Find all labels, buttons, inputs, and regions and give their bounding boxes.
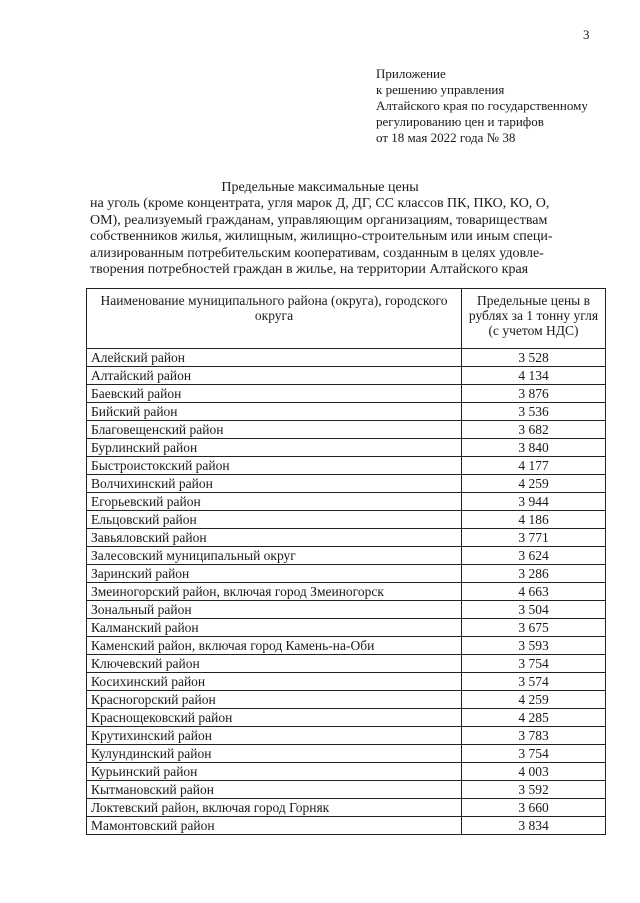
appendix-line: регулированию цен и тарифов (376, 114, 544, 129)
page-number: 3 (583, 27, 590, 42)
price-cell: 3 754 (462, 655, 606, 673)
district-name-cell: Каменский район, включая город Камень-на-Оби (87, 637, 462, 655)
district-name-cell: Алейский район (87, 349, 462, 367)
table-row (87, 457, 606, 475)
document-subtitle (90, 196, 595, 279)
price-cell: 3 660 (462, 799, 606, 817)
header-district: Наименование муниципального района (округа), городского округа (87, 289, 462, 349)
subtitle-line: ОМ), реализуемый гражданам, управляющим организациям, товариществам (90, 212, 548, 228)
appendix-line: от 18 мая 2022 года № 38 (376, 130, 516, 145)
table-row (87, 421, 606, 439)
table-row (87, 385, 606, 403)
table-row (87, 403, 606, 421)
price-cell: 4 259 (462, 475, 606, 493)
table-row (87, 637, 606, 655)
table-row (87, 493, 606, 511)
district-name-cell: Курьинский район (87, 763, 462, 781)
district-name-cell: Волчихинский район (87, 475, 462, 493)
price-cell: 3 536 (462, 403, 606, 421)
table-row (87, 349, 606, 367)
subtitle-line: творения потребностей граждан в жилье, на территории Алтайского края (90, 262, 529, 278)
table-row (87, 511, 606, 529)
appendix-block (376, 66, 588, 146)
table-row (87, 367, 606, 385)
table-row (87, 655, 606, 673)
district-name-cell: Баевский район (87, 385, 462, 403)
table-row (87, 691, 606, 709)
table-row (87, 781, 606, 799)
price-cell: 3 771 (462, 529, 606, 547)
price-cell: 4 003 (462, 763, 606, 781)
district-name-cell: Мамонтовский район (87, 817, 462, 835)
district-name-cell: Калманский район (87, 619, 462, 637)
price-cell: 3 840 (462, 439, 606, 457)
district-name-cell: Змеиногорский район, включая город Змеиногорск (87, 583, 462, 601)
price-cell: 4 285 (462, 709, 606, 727)
district-name-cell: Завьяловский район (87, 529, 462, 547)
price-cell: 3 944 (462, 493, 606, 511)
district-name-cell: Залесовский муниципальный округ (87, 547, 462, 565)
subtitle-line: ализированным потребительским кооперативам, созданным в целях удовле- (90, 245, 544, 261)
district-name-cell: Кытмановский район (87, 781, 462, 799)
appendix-line: Алтайского края по государственному (376, 98, 588, 113)
district-name-cell: Локтевский район, включая город Горняк (87, 799, 462, 817)
price-cell: 3 834 (462, 817, 606, 835)
table-row (87, 565, 606, 583)
header-price: Предельные цены в рублях за 1 тонну угля (с учетом НДС) (462, 289, 606, 349)
price-cell: 3 754 (462, 745, 606, 763)
price-cell: 3 783 (462, 727, 606, 745)
price-cell: 3 876 (462, 385, 606, 403)
table-row (87, 799, 606, 817)
appendix-line: к решению управления (376, 82, 505, 97)
district-name-cell: Ключевский район (87, 655, 462, 673)
table-row (87, 439, 606, 457)
district-name-cell: Бийский район (87, 403, 462, 421)
price-cell: 4 177 (462, 457, 606, 475)
subtitle-line: на уголь (кроме концентрата, угля марок Д, ДГ, СС классов ПК, ПКО, КО, О, (90, 196, 550, 211)
table-row (87, 817, 606, 835)
price-cell: 3 286 (462, 565, 606, 583)
district-name-cell: Ельцовский район (87, 511, 462, 529)
price-cell: 4 259 (462, 691, 606, 709)
district-name-cell: Краснощековский район (87, 709, 462, 727)
price-table-body (87, 349, 606, 835)
subtitle-line: собственников жилья, жилищным, жилищно-строительным или иным специ- (90, 229, 553, 245)
price-table (86, 288, 606, 835)
district-name-cell: Кулундинский район (87, 745, 462, 763)
district-name-cell: Алтайский район (87, 367, 462, 385)
district-name-cell: Крутихинский район (87, 727, 462, 745)
table-row (87, 547, 606, 565)
district-name-cell: Бурлинский район (87, 439, 462, 457)
price-cell: 3 574 (462, 673, 606, 691)
price-cell: 4 134 (462, 367, 606, 385)
table-row (87, 475, 606, 493)
table-row (87, 583, 606, 601)
price-cell: 3 504 (462, 601, 606, 619)
district-name-cell: Зональный район (87, 601, 462, 619)
appendix-line: Приложение (376, 66, 446, 81)
price-cell: 3 675 (462, 619, 606, 637)
table-row (87, 673, 606, 691)
district-name-cell: Косихинский район (87, 673, 462, 691)
price-cell: 3 528 (462, 349, 606, 367)
table-row (87, 529, 606, 547)
district-name-cell: Егорьевский район (87, 493, 462, 511)
table-row (87, 619, 606, 637)
price-cell: 3 592 (462, 781, 606, 799)
table-row (87, 709, 606, 727)
price-cell: 4 663 (462, 583, 606, 601)
price-cell: 3 682 (462, 421, 606, 439)
table-row (87, 727, 606, 745)
price-cell: 4 186 (462, 511, 606, 529)
price-cell: 3 624 (462, 547, 606, 565)
table-row (87, 745, 606, 763)
district-name-cell: Благовещенский район (87, 421, 462, 439)
table-header-row (87, 289, 606, 349)
district-name-cell: Быстроистокский район (87, 457, 462, 475)
table-row (87, 763, 606, 781)
price-cell: 3 593 (462, 637, 606, 655)
table-row (87, 601, 606, 619)
district-name-cell: Красногорский район (87, 691, 462, 709)
document-title: Предельные максимальные цены (221, 180, 419, 195)
district-name-cell: Заринский район (87, 565, 462, 583)
